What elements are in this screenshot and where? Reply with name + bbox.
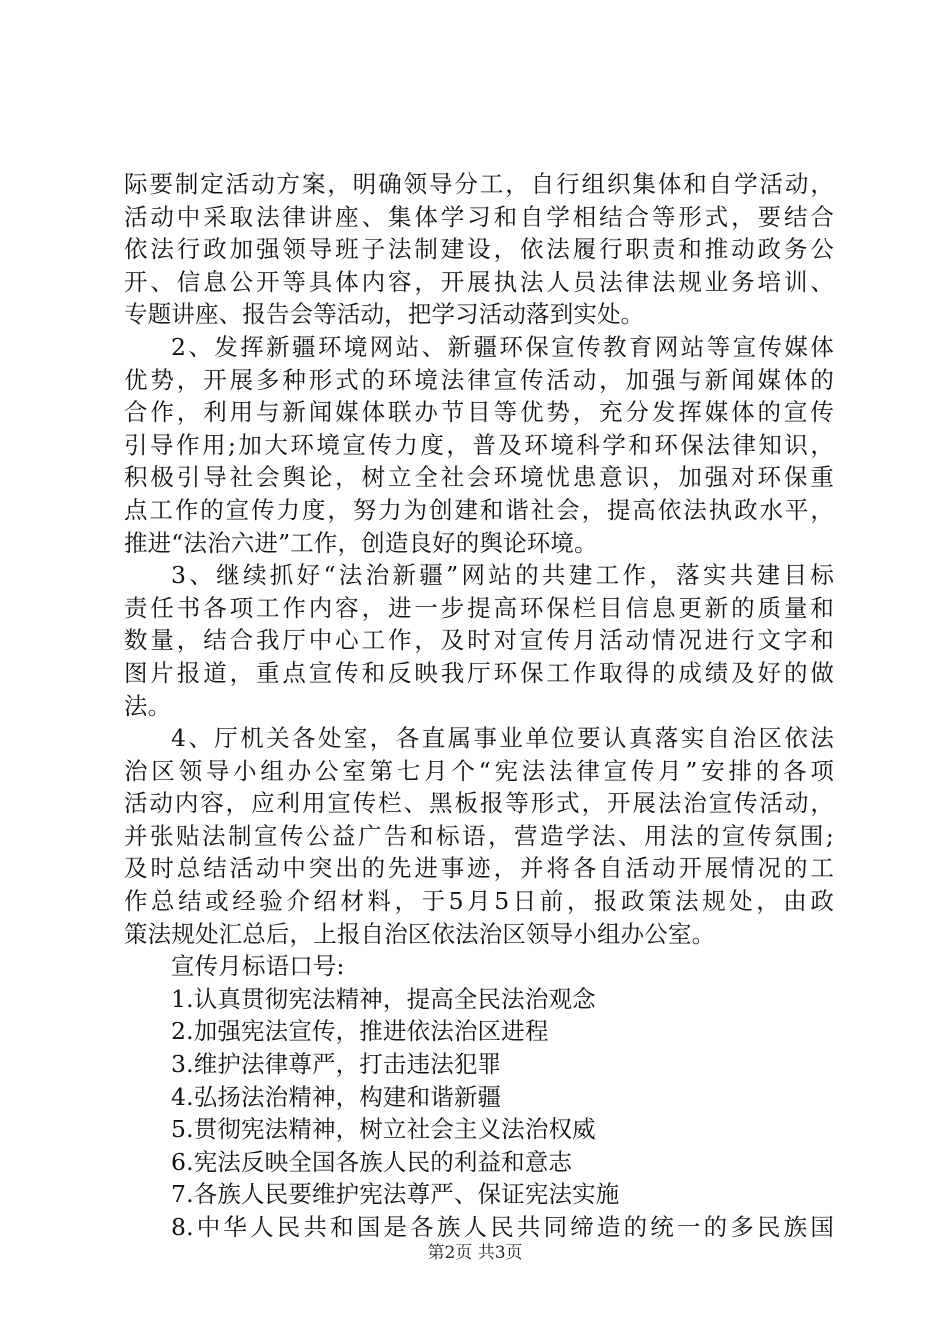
- text-line: 数量，结合我厅中心工作，及时对宣传月活动情况进行文字和: [124, 626, 834, 655]
- text-line: 及时总结活动中突出的先进事迹，并将各自活动开展情况的工: [124, 854, 834, 883]
- text-line: 引导作用;加大环境宣传力度，普及环境科学和环保法律知识，: [124, 430, 834, 459]
- page-number-footer: 第2页 共3页: [427, 1243, 523, 1263]
- text-line: 点工作的宣传力度，努力为创建和谐社会，提高依法执政水平，: [124, 495, 834, 524]
- text-line: 活动中采取法律讲座、集体学习和自学相结合等形式，要结合: [124, 202, 834, 231]
- text-line: 推进“法治六进”工作，创造良好的舆论环境。: [124, 528, 598, 557]
- text-line: 活动内容，应利用宣传栏、黑板报等形式，开展法治宣传活动，: [124, 789, 834, 818]
- slogan-item: 2.加强宪法宣传，推进依法治区进程: [171, 1017, 549, 1046]
- text-line: 法。: [124, 691, 172, 720]
- slogan-item: 6.宪法反映全国各族人民的利益和意志: [171, 1147, 573, 1176]
- text-line: 并张贴法制宣传公益广告和标语，营造学法、用法的宣传氛围;: [124, 821, 834, 850]
- text-line: 依法行政加强领导班子法制建设，依法履行职责和推动政务公: [124, 235, 834, 264]
- text-line: 积极引导社会舆论，树立全社会环境忧患意识，加强对环保重: [124, 463, 834, 492]
- text-line: 策法规处汇总后，上报自治区依法治区领导小组办公室。: [124, 919, 716, 948]
- slogan-item: 4.弘扬法治精神，构建和谐新疆: [171, 1082, 502, 1111]
- slogan-item: 7.各族人民要维护宪法尊严、保证宪法实施: [171, 1180, 620, 1209]
- text-line: 治区领导小组办公室第七月个“宪法法律宣传月”安排的各项: [124, 756, 834, 785]
- slogan-heading: 宣传月标语口号:: [171, 952, 345, 981]
- text-line: 作总结或经验介绍材料，于5月5日前，报政策法规处，由政: [124, 887, 834, 916]
- text-line: 专题讲座、报告会等活动，把学习活动落到实处。: [124, 300, 645, 329]
- slogan-item: 5.贯彻宪法精神，树立社会主义法治权威: [171, 1115, 596, 1144]
- text-line: 合作，利用与新闻媒体联办节目等优势，充分发挥媒体的宣传: [124, 398, 834, 427]
- paragraph-start-2: 2、发挥新疆环境网站、新疆环保宣传教育网站等宣传媒体: [171, 332, 834, 361]
- text-line: 图片报道，重点宣传和反映我厅环保工作取得的成绩及好的做: [124, 658, 834, 687]
- text-line: 责任书各项工作内容，进一步提高环保栏目信息更新的质量和: [124, 593, 834, 622]
- slogan-item: 3.维护法律尊严，打击违法犯罪: [171, 1050, 502, 1079]
- paragraph-start-3: 3、继续抓好“法治新疆”网站的共建工作，落实共建目标: [171, 561, 834, 590]
- text-line: 优势，开展多种形式的环境法律宣传活动，加强与新闻媒体的: [124, 365, 834, 394]
- slogan-item: 8.中华人民共和国是各族人民共同缔造的统一的多民族国: [171, 1213, 834, 1241]
- text-line: 开、信息公开等具体内容，开展执法人员法律法规业务培训、: [124, 267, 834, 296]
- document-body: [124, 168, 834, 1244]
- paragraph-start-4: 4、厅机关各处室，各直属事业单位要认真落实自治区依法: [171, 724, 834, 753]
- slogan-item: 1.认真贯彻宪法精神，提高全民法治观念: [171, 984, 596, 1013]
- text-line: 际要制定活动方案，明确领导分工，自行组织集体和自学活动，: [124, 170, 834, 198]
